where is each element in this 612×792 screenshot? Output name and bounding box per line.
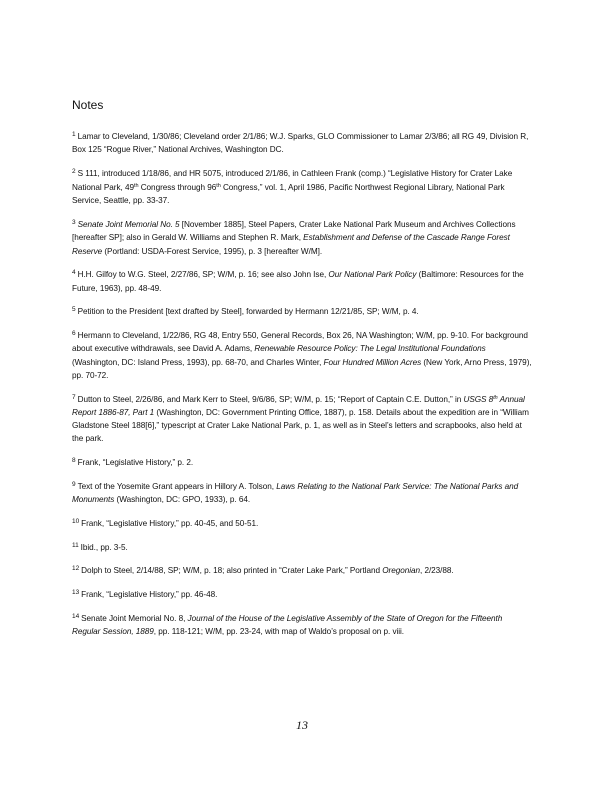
- endnote: [72, 128, 532, 156]
- endnote-text: Petition to the President [text drafted by Steel], forwarded by Hermann 12/21/85, SP; W/M, p. 4.: [77, 307, 419, 317]
- endnote: [72, 539, 532, 554]
- endnote: [72, 303, 532, 318]
- endnote-text: Congress through 96: [138, 183, 217, 193]
- endnote-title-italic: Four Hundred Million Acres: [323, 357, 422, 367]
- endnote-text: Hermann to Cleveland, 1/22/86, RG 48, Entry 550, General Records, Box 26, NA Washington; W/M, pp. 9-10. For background about executive withdrawals, see David A. Adams,: [72, 331, 528, 354]
- endnote-text: Dutton to Steel, 2/26/86, and Mark Kerr to Steel, 9/6/86, SP; W/M, p. 15; “Report of Captain C.E. Dutton,” in: [77, 394, 464, 404]
- endnote-text: (Baltimore: Resources for the Future, 1963), pp. 48-49.: [72, 270, 524, 293]
- endnote-title-italic: Establishment and Defense of the Cascade Range Forest Reserve: [72, 233, 510, 256]
- endnote: [72, 216, 532, 258]
- endnote: [72, 327, 532, 382]
- endnote-number: 5: [72, 306, 76, 314]
- endnote-text: Congress,” vol. 1, April 1986, Pacific Northwest Regional Library, National Park Service, Seattle, pp. 33-37.: [72, 183, 505, 206]
- endnote-text: S 111, introduced 1/18/86, and HR 5075, introduced 2/1/86, in Cathleen Frank (comp.) “Legislative History for Crater Lake National Park, 49: [72, 169, 513, 193]
- endnote-number: 3: [72, 219, 76, 227]
- endnote-title-italic: Journal of the House of the Legislative Assembly of the State of Oregon for the Fifteenth Regular Session, 1889: [72, 614, 503, 637]
- endnote-superscript: th: [216, 183, 221, 190]
- endnote-number: 7: [72, 393, 76, 401]
- endnote-text: (Portland: USDA-Forest Service, 1995), p. 3 [hereafter W/M].: [102, 246, 323, 256]
- endnote-text: Frank, “Legislative History,” pp. 46-48.: [81, 590, 218, 600]
- endnote: [72, 165, 532, 208]
- endnote: [72, 610, 532, 638]
- endnote-title-italic: Laws Relating to the National Park Service: The National Parks and Monuments: [72, 481, 519, 505]
- endnote-text: [November 1885], Steel Papers, Crater Lake National Park Museum and Archives Collections [hereafter SP]; also in Gerald W. Williams and Stephen R. Mark,: [72, 220, 516, 243]
- endnote-number: 6: [72, 330, 76, 338]
- endnote: [72, 586, 532, 601]
- endnote-number: 9: [72, 480, 76, 488]
- endnote-number: 13: [72, 589, 80, 597]
- endnote-text: Lamar to Cleveland, 1/30/86; Cleveland order 2/1/86; W.J. Sparks, GLO Commissioner to Lamar 2/3/86; all RG 49, Division R, Box 125 “Rogue River,” National Archives, Washington DC.: [72, 132, 529, 155]
- endnote-title-italic: Our National Park Policy: [328, 270, 417, 280]
- endnote-number: 10: [72, 517, 80, 525]
- endnote-text: (Washington, DC: Island Press, 1993), pp. 68-70, and Charles Winter,: [72, 357, 324, 367]
- endnote-text: (Washington, DC: GPO, 1933), p. 64.: [114, 495, 251, 505]
- endnote-number: 1: [72, 131, 76, 138]
- endnote-superscript: th: [133, 183, 139, 190]
- notes-heading: Notes: [72, 98, 104, 112]
- page-number: 13: [296, 718, 308, 732]
- endnote-number: 11: [72, 541, 79, 549]
- endnote-text: Dolph to Steel, 2/14/88, SP; W/M, p. 18; also printed in “Crater Lake Park,” Portland: [81, 566, 383, 576]
- endnote-text: (New York, Arno Press, 1979), pp. 70-72.: [72, 357, 532, 380]
- endnote-number: 14: [72, 613, 80, 620]
- endnote-text: Frank, “Legislative History,” p. 2.: [77, 458, 194, 468]
- endnote: [72, 266, 532, 294]
- endnote-title-italic: Senate Joint Memorial No. 5: [77, 220, 180, 230]
- endnote-text: H.H. Gilfoy to W.G. Steel, 2/27/86, SP; W/M, p. 16; see also John Ise,: [77, 270, 329, 280]
- endnote: [72, 391, 532, 446]
- endnote-text: , 2/23/88.: [420, 566, 454, 576]
- endnote-text: (Washington, DC: Government Printing Office, 1887), p. 158. Details about the expedition are in “William Gladstone Steel 188[6],” typescript at Crater Lake National Park, p. 1, as well as in Steel’s letters and scrapbooks, also held at the park.: [72, 407, 529, 444]
- endnote-number: 4: [72, 269, 76, 277]
- endnote: [72, 478, 532, 506]
- notes-list: [72, 128, 532, 647]
- endnote-superscript: th: [493, 394, 498, 401]
- endnote-title-italic: Oregonian: [382, 566, 420, 576]
- endnote-title-italic: USGS 8: [463, 394, 494, 404]
- document-page: [72, 0, 532, 792]
- endnote: [72, 454, 532, 469]
- endnote-text: , pp. 118-121; W/M, pp. 23-24, with map of Waldo’s proposal on p. viii.: [153, 627, 405, 637]
- endnote-title-italic: Annual Report 1886-87, Part 1: [72, 394, 525, 417]
- endnote-title-italic: Renewable Resource Policy: The Legal Institutional Foundations: [254, 344, 486, 354]
- endnote-text: Text of the Yosemite Grant appears in Hillory A. Tolson,: [77, 481, 277, 491]
- endnote-text: Ibid., pp. 3-5.: [80, 542, 128, 552]
- endnote-number: 8: [72, 457, 76, 465]
- endnote-text: Frank, “Legislative History,” pp. 40-45, and 50-51.: [81, 518, 259, 528]
- endnote-number: 12: [72, 565, 80, 573]
- endnote: [72, 562, 532, 577]
- endnote-text: Senate Joint Memorial No. 8,: [81, 614, 188, 623]
- endnote: [72, 515, 532, 530]
- endnote-number: 2: [72, 168, 76, 175]
